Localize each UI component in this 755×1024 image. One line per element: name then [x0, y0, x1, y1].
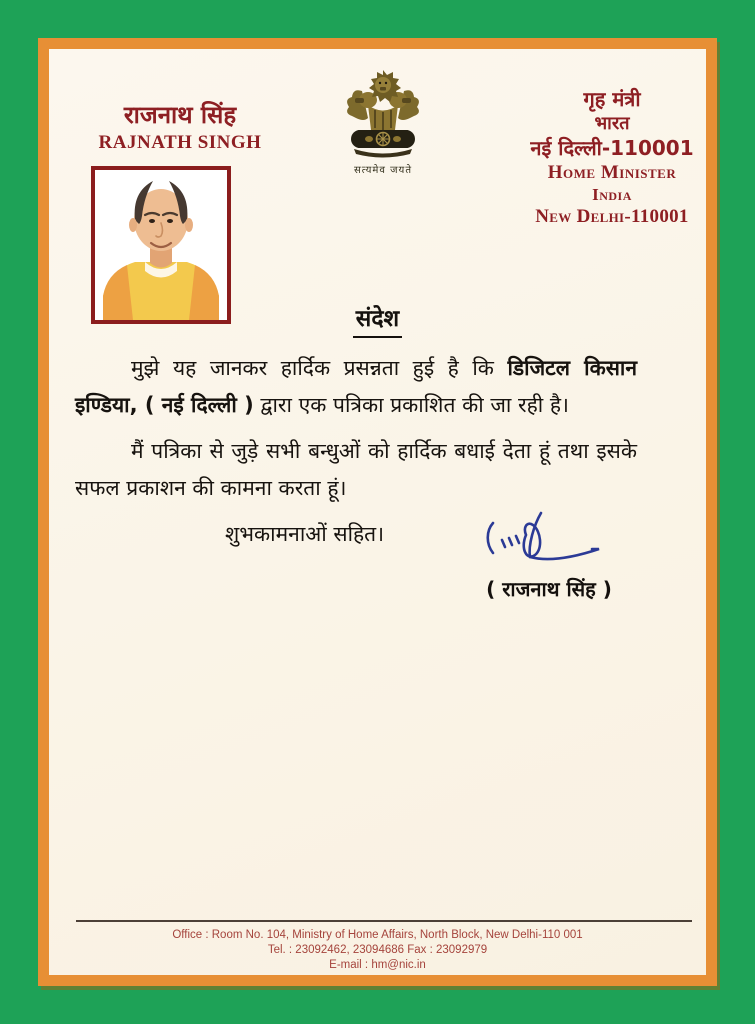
footer-divider — [76, 920, 692, 922]
paragraph-1-text-end: द्वारा एक पत्रिका प्रकाशित की जा रही है। — [253, 393, 569, 417]
paragraph-1-text: मुझे यह जानकर हार्दिक प्रसन्नता हुई है कि — [131, 356, 508, 380]
paragraph-1-bold-text: डिजिटल किसान इण्डिया, ( नई दिल्ली ) — [75, 356, 637, 417]
signature — [477, 507, 609, 571]
minister-name-block — [95, 99, 265, 155]
footer-office-line: Office : Room No. 104, Ministry of Home Affairs, North Block, New Delhi-110 001 — [172, 929, 583, 941]
footer-email-line: E-mail : hm@nic.in — [329, 959, 426, 971]
minister-name-hindi: राजनाथ सिंह — [123, 101, 237, 129]
office-country-hindi: भारत — [594, 113, 630, 134]
letter-title-row — [49, 301, 706, 338]
paragraph-1 — [75, 350, 637, 424]
national-emblem — [341, 69, 425, 176]
office-country-english: India — [592, 185, 632, 204]
footer-contact — [49, 928, 706, 973]
footer-phone-line: Tel. : 23092462, 23094686 Fax : 23092979 — [267, 944, 488, 956]
portrait-illustration — [95, 170, 227, 320]
letter-title: संदेश — [353, 301, 402, 338]
minister-name-english: RAJNATH SINGH — [98, 132, 262, 153]
office-city-hindi: नई दिल्ली-110001 — [530, 136, 694, 160]
letterhead-paper — [38, 38, 717, 986]
national-emblem-icon — [342, 69, 424, 161]
paragraph-2: मैं पत्रिका से जुड़े सभी बन्धुओं को हार्दिक बधाई देता हूं तथा इसके सफल प्रकाशन की कामना करता हूं। — [75, 439, 637, 500]
office-title-hindi: गृह मंत्री — [583, 87, 641, 111]
office-title-english: Home Minister — [547, 162, 677, 183]
closing-line: शुभकामनाओं सहित। — [225, 522, 385, 546]
signatory-name: ( राजनाथ सिंह ) — [486, 577, 612, 601]
office-address-block — [513, 87, 711, 228]
emblem-motto: सत्यमेव जयते — [353, 165, 413, 176]
office-city-english: New Delhi-110001 — [535, 206, 689, 227]
